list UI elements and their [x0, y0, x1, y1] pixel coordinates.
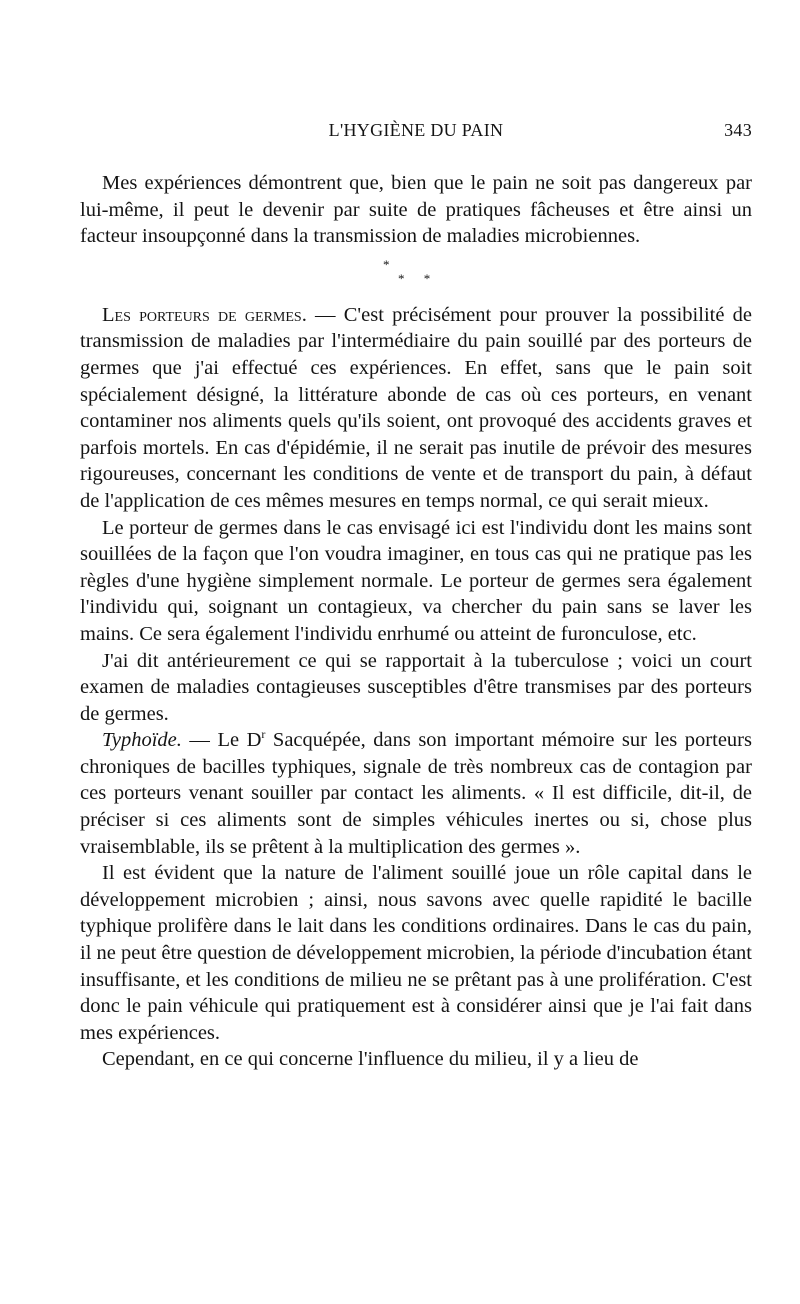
section-heading-typhoide: Typhoïde.	[102, 729, 182, 752]
running-title: L'HYGIÈNE DU PAIN	[328, 120, 504, 140]
page-body	[80, 170, 752, 1073]
paragraph-5-text: Sacquépée, dans son important mémoire sur les porteurs chroniques de bacilles typhiques, signale de très nombreux cas de contagion par ces porteurs venant souiller par contact les aliments. « Il est difficile, dit-il, de préciser si ces aliments sont de simples véhicules inertes ou si, chose plus vraisemblable, ils se prêtent à la multiplication des germes ».	[80, 729, 752, 858]
paragraph-1: Mes expériences démontrent que, bien que le pain ne soit pas dangereux par lui-même, il peut le devenir par suite de pratiques fâcheuses et être ainsi un facteur insoupçonné dans la transmission de maladies microbiennes.	[80, 172, 752, 248]
paragraph-6: Il est évident que la nature de l'aliment souillé joue un rôle capital dans le développement microbien ; ainsi, nous savons avec quelle rapidité le bacille typhique prolifère dans le lait dans les conditions ordinaires. Dans le cas du pain, il ne peut être question de développement microbien, la période d'incubation étant insuffisante, et les conditions de milieu ne se prêtant pas à une prolifération. C'est donc le pain véhicule qui pratiquement est à considérer ainsi que je l'ai fait dans mes expériences.	[80, 862, 752, 1044]
asterism-divider	[80, 250, 752, 302]
paragraph-2	[80, 302, 752, 515]
paragraph-5	[80, 727, 752, 860]
page-number: 343	[724, 120, 752, 140]
paragraph-5-lead: — Le D	[181, 729, 262, 752]
paragraph-7: Cependant, en ce qui concerne l'influence du milieu, il y a lieu de	[102, 1048, 639, 1071]
paragraph-4: J'ai dit antérieurement ce qui se rapportait à la tuberculose ; voici un court examen de maladies contagieuses susceptibles d'être transmises par des porteurs de germes.	[80, 649, 752, 725]
paragraph-2-text: — C'est précisément pour prouver la possibilité de transmission de maladies par l'intermédiaire du pain souillé par des porteurs de germes que j'ai effectué ces expériences. En effet, sans que le pain soit spécialement désigné, la littérature abonde de cas où ces porteurs, en venant contaminer nos aliments quels qu'ils soient, ont provoqué des accidents graves et parfois mortels. En cas d'épidémie, il ne serait pas inutile de prévoir des mesures rigoureuses, concernant les conditions de vente et de transport du pain, à défaut de l'application de ces mêmes mesures en temps normal, ce qui serait mieux.	[80, 303, 752, 512]
asterism-bottom: * *	[398, 270, 439, 286]
paragraph-3: Le porteur de germes dans le cas envisagé ici est l'individu dont les mains sont souillées de la façon que l'on voudra imaginer, en tous cas qui ne pratique pas les règles d'une hygiène simplement normale. Le porteur de germes sera également l'individu qui, soignant un contagieux, va chercher du pain sans se laver les mains. Ce sera également l'individu enrhumé ou atteint de furonculose, etc.	[80, 516, 752, 645]
doctor-superscript: r	[261, 727, 266, 742]
section-heading-porteurs: Les porteurs de germes.	[102, 303, 307, 326]
asterism-top: *	[383, 256, 390, 272]
